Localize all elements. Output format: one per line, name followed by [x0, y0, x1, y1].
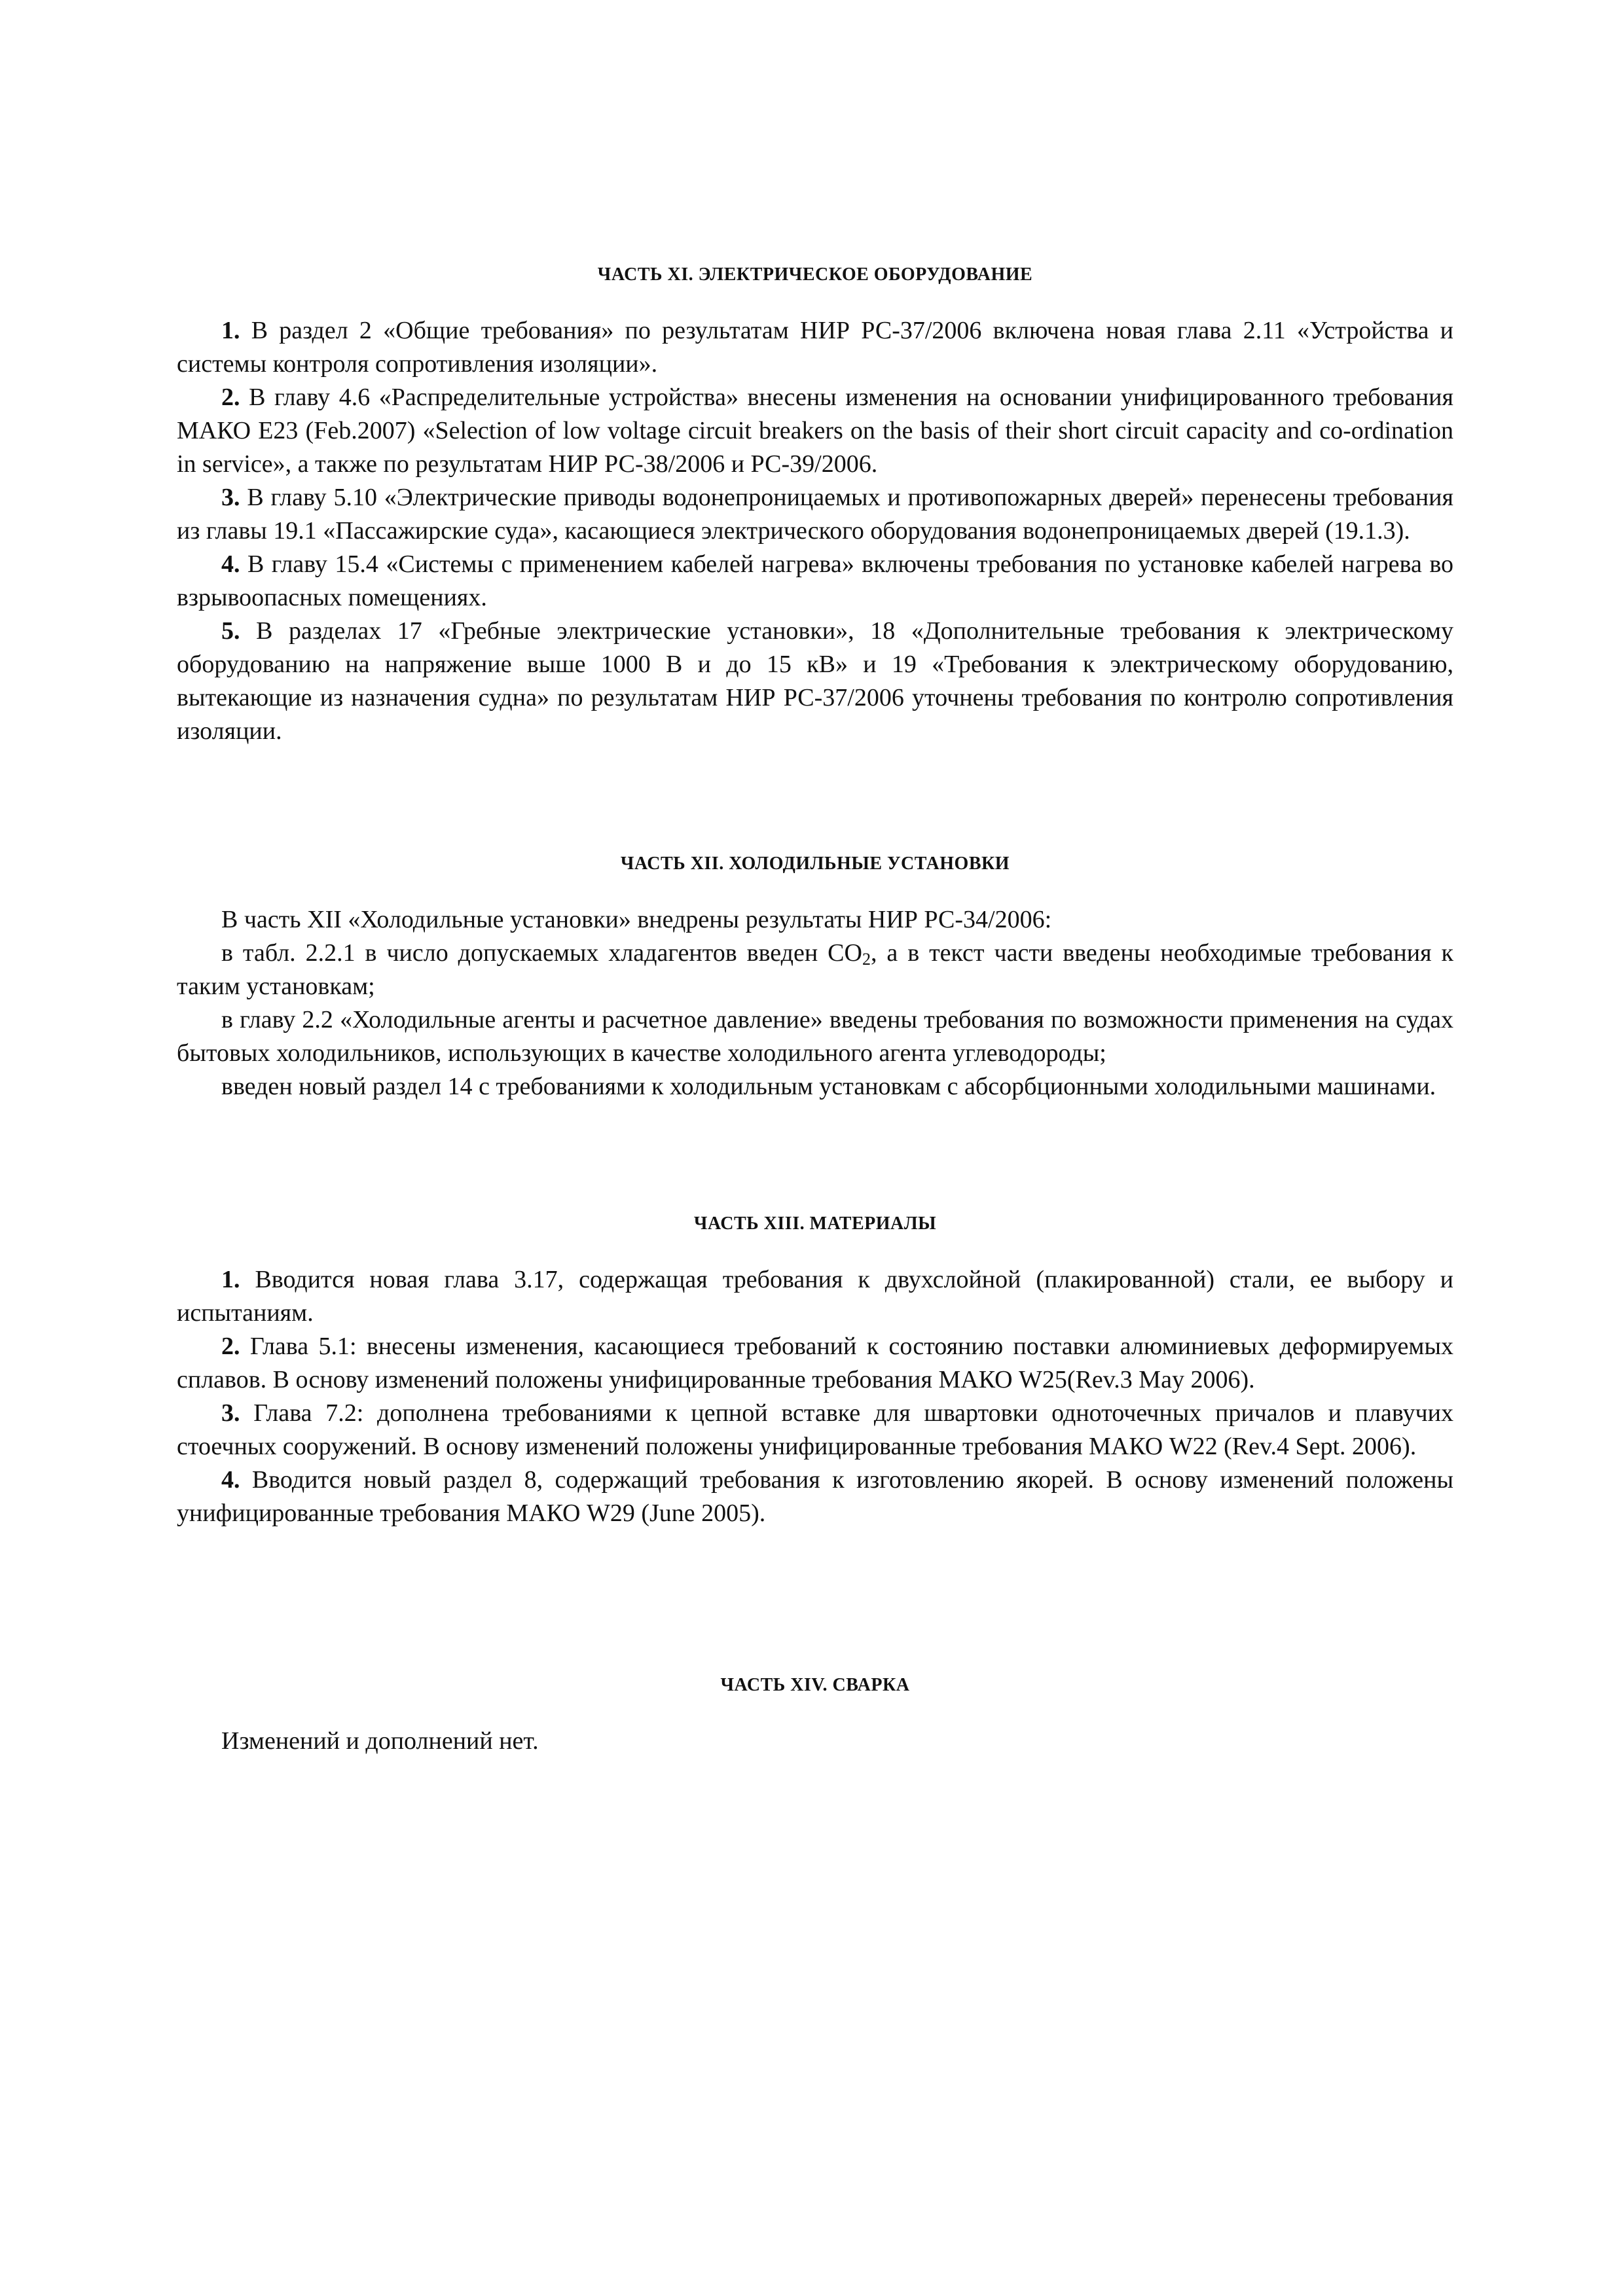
section-part-xi [177, 262, 1453, 748]
section-part-xiv [177, 1672, 1453, 1758]
paragraph [177, 1330, 1453, 1397]
item-number: 4. [221, 550, 240, 578]
item-number: 2. [221, 384, 240, 411]
paragraph: в главу 2.2 «Холодильные агенты и расчетное давление» введены требования по возможности применения на судах бытовых холодильников, использующих в качестве холодильного агента углеводороды; [177, 1006, 1453, 1067]
paragraph [177, 548, 1453, 615]
paragraph [177, 481, 1453, 548]
item-number: 1. [221, 1266, 240, 1293]
paragraph [177, 615, 1453, 748]
item-text: Вводится новый раздел 8, содержащий требования к изготовлению якорей. В основу изменений положены унифицированные требования МАКО W29 (June 2005). [177, 1466, 1453, 1527]
item-number: 5. [221, 617, 240, 645]
item-text: В главу 4.6 «Распределительные устройства» внесены изменения на основании унифицированного требования МАКО E23 (Feb.2007) «Selection of low voltage circuit breakers on the basis of their short circuit capacity and co-ordination in service», а также по результатам НИР РС-38/2006 и РС-39/2006. [177, 384, 1453, 478]
item-text: Вводится новая глава 3.17, содержащая требования к двухслойной (плакированной) стали, ее выбору и испытаниям. [177, 1266, 1453, 1327]
paragraph [177, 937, 1453, 1003]
item-text: В главу 5.10 «Электрические приводы водонепроницаемых и противопожарных дверей» перенесены требования из главы 19.1 «Пассажирские суда», касающиеся электрического оборудования водонепроницаемых дверей (19.1.3). [177, 484, 1453, 545]
item-text-after: , а в текст части введены необходимые требования к таким установкам; [177, 939, 1453, 1000]
section-part-xiii [177, 1211, 1453, 1530]
subscript: 2 [862, 950, 871, 969]
item-text: В разделах 17 «Гребные электрические установки», 18 «Дополнительные требования к электрическому оборудованию на напряжение выше 1000 В и до 15 кВ» и 19 «Требования к электрическому оборудованию, вытекающие из назначения судна» по результатам НИР РС-37/2006 уточнены требования по контролю сопротивления изоляции. [177, 617, 1454, 745]
item-number: 2. [221, 1333, 240, 1360]
section-heading: ЧАСТЬ XII. ХОЛОДИЛЬНЫЕ УСТАНОВКИ [620, 853, 1010, 874]
item-number: 3. [221, 1399, 240, 1427]
paragraph: Изменений и дополнений нет. [221, 1727, 539, 1755]
section-heading: ЧАСТЬ XI. ЭЛЕКТРИЧЕСКОЕ ОБОРУДОВАНИЕ [597, 264, 1033, 285]
item-number: 3. [221, 484, 240, 511]
item-text: В раздел 2 «Общие требования» по результатам НИР РС-37/2006 включена новая глава 2.11 «Устройства и системы контроля сопротивления изоляции». [177, 317, 1453, 378]
intro-paragraph: В часть XII «Холодильные установки» внедрены результаты НИР РС-34/2006: [221, 906, 1052, 933]
paragraph [177, 381, 1453, 481]
paragraph [177, 1263, 1453, 1330]
paragraph [177, 1397, 1453, 1463]
paragraph [177, 1463, 1453, 1530]
item-number: 4. [221, 1466, 240, 1494]
section-heading: ЧАСТЬ XIII. МАТЕРИАЛЫ [693, 1213, 937, 1234]
item-text: Глава 5.1: внесены изменения, касающиеся требований к состоянию поставки алюминиевых деформируемых сплавов. В основу изменений положены унифицированные требования МАКО W25(Rev.3 May 2006). [177, 1333, 1453, 1393]
paragraph [177, 314, 1453, 381]
section-part-xii [177, 851, 1453, 1103]
item-text-before: в табл. 2.2.1 в число допускаемых хладагентов введен CO [221, 939, 862, 967]
item-text: Глава 7.2: дополнена требованиями к цепной вставке для швартовки одноточечных причалов и плавучих стоечных сооружений. В основу изменений положены унифицированные требования МАКО W22 (Rev.4 Sept. 2006). [177, 1399, 1453, 1460]
item-number: 1. [221, 317, 240, 344]
paragraph: введен новый раздел 14 с требованиями к холодильным установкам с абсорбционными холодильными машинами. [221, 1073, 1436, 1100]
section-heading: ЧАСТЬ XIV. СВАРКА [720, 1675, 910, 1695]
item-text: В главу 15.4 «Системы с применением кабелей нагрева» включены требования по установке кабелей нагрева во взрывоопасных помещениях. [177, 550, 1453, 611]
